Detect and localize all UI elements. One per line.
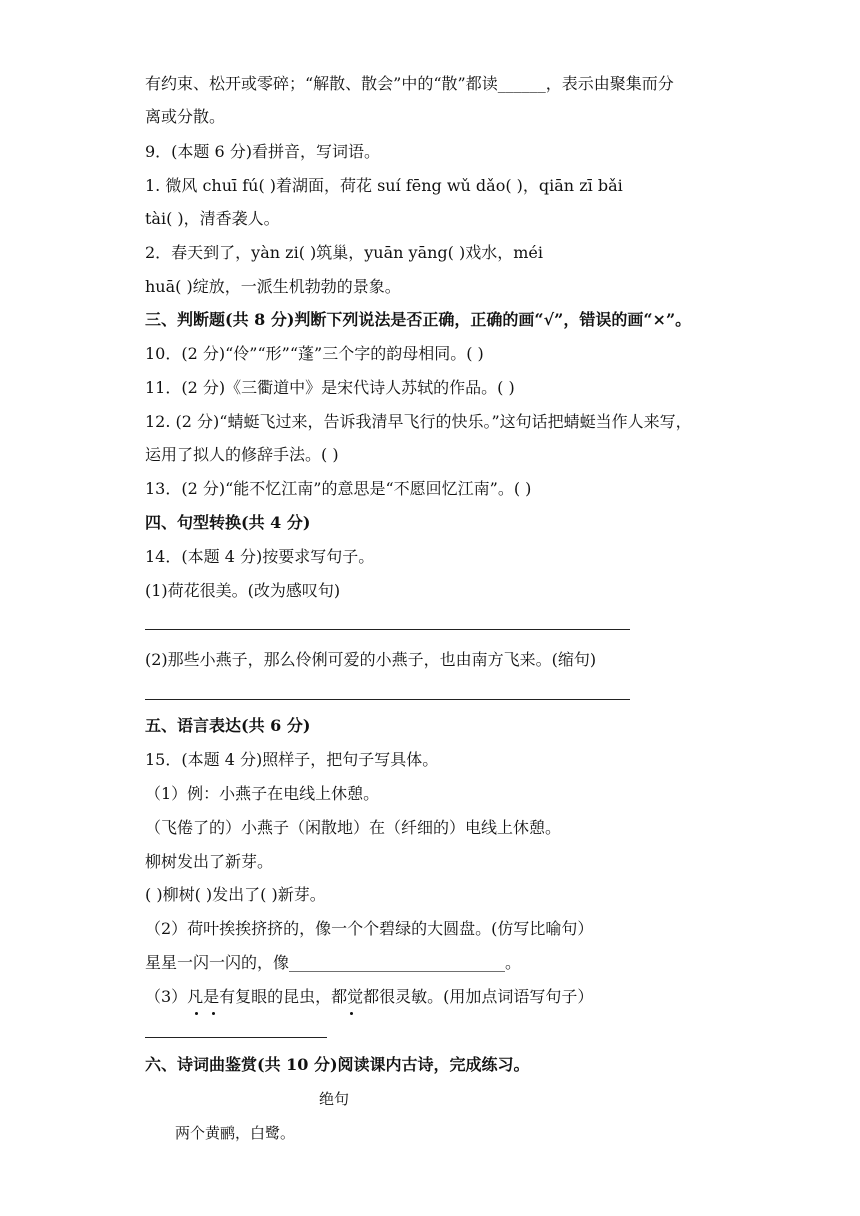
answer-line-2[interactable] [145, 699, 630, 700]
question-14-part-2: (2)那些小燕子，那么伶俐可爱的小燕子，也由南方飞来。(缩句) [145, 650, 597, 669]
question-15-example-expanded: （飞倦了的）小燕子（闲散地）在（纤细的）电线上休憩。 [145, 818, 562, 837]
question-15-fill-in: ( )柳树( )发出了( )新芽。 [145, 885, 326, 904]
question-15: 15．(本题 4 分)照样子，把句子写具体。 [145, 750, 439, 769]
answer-line-3[interactable] [145, 1037, 327, 1038]
answer-line-1[interactable] [145, 629, 630, 630]
section-6-heading: 六、诗词曲鉴赏(共 10 分)阅读课内古诗，完成练习。 [145, 1055, 530, 1074]
section-3-heading: 三、判断题(共 8 分)判断下列说法是否正确，正确的画“√”，错误的画“×”。 [145, 310, 692, 329]
emphasis-dot [212, 1012, 215, 1015]
line-2: 离或分散。 [145, 107, 226, 126]
question-11: 11．(2 分)《三衢道中》是宋代诗人苏轼的作品。( ) [145, 378, 515, 397]
question-12-cont: 运用了拟人的修辞手法。( ) [145, 445, 339, 464]
question-9-item-2: 2．春天到了，yàn zi( )筑巢，yuān yāng( )戏水，méi [145, 243, 543, 262]
question-15-example: （1）例：小燕子在电线上休憩。 [145, 784, 380, 803]
emphasis-dot [195, 1012, 198, 1015]
question-15-part-3: （3）凡是有复眼的昆虫，都觉都很灵敏。(用加点词语写句子） [145, 987, 594, 1006]
question-10: 10．(2 分)“伶”“形”“蓬”三个字的韵母相同。( ) [145, 344, 484, 363]
section-4-heading: 四、句型转换(共 4 分) [145, 513, 311, 532]
question-14-part-1: (1)荷花很美。(改为感叹句) [145, 581, 341, 600]
question-14: 14．(本题 4 分)按要求写句子。 [145, 547, 375, 566]
question-9-item-1-cont: tài( )，清香袭人。 [145, 209, 280, 228]
question-9-heading: 9．(本题 6 分)看拼音，写词语。 [145, 142, 381, 161]
question-15-part-2-fill: 星星一闪一闪的，像___________________________。 [145, 953, 522, 972]
poem-title: 绝句 [319, 1090, 350, 1108]
question-12: 12. (2 分)“蜻蜓飞过来，告诉我清早飞行的快乐。”这句话把蜻蜓当作人来写， [145, 412, 692, 431]
question-13: 13．(2 分)“能不忆江南”的意思是“不愿回忆江南”。( ) [145, 479, 532, 498]
question-9-item-2-cont: huā( )绽放，一派生机勃勃的景象。 [145, 277, 401, 296]
emphasis-dot [350, 1012, 353, 1015]
section-5-heading: 五、语言表达(共 6 分) [145, 716, 311, 735]
poem-line-1: 两个黄鹂，白鹭。 [175, 1124, 296, 1142]
question-15-part-2: （2）荷叶挨挨挤挤的，像一个个碧绿的大圆盘。(仿写比喻句） [145, 919, 594, 938]
question-9-item-1: 1. 微风 chuī fú( )着湖面，荷花 suí fēng wǔ dǎo( )，qiān zī bǎi [145, 176, 623, 195]
line-1: 有约束、松开或零碎；“解散、散会”中的“散”都读______，表示由聚集而分 [145, 74, 674, 93]
question-15-sentence: 柳树发出了新芽。 [145, 852, 274, 871]
